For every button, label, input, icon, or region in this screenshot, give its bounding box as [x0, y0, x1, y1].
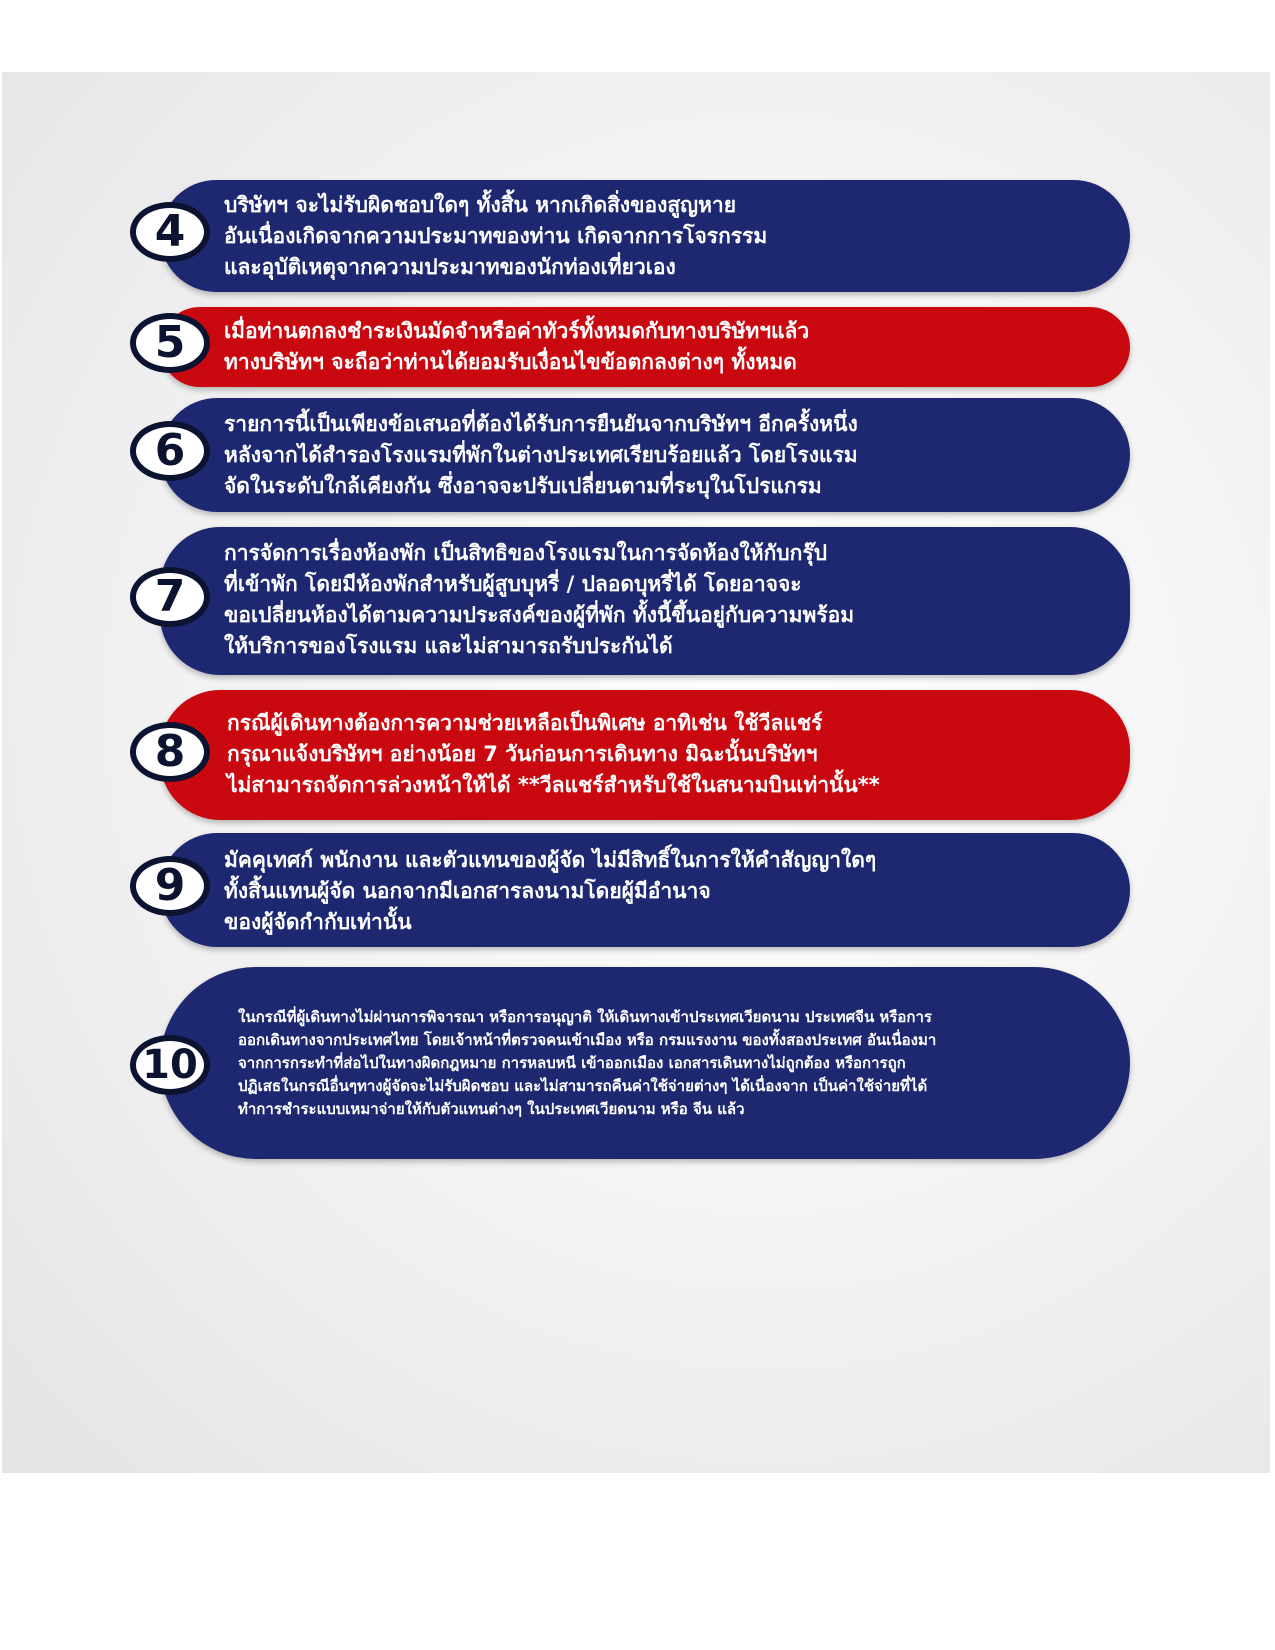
condition-line: ทำการชำระแบบเหมาจ่ายให้กับตัวแทนต่างๆ ในประเทศเวียดนาม หรือ จีน แล้ว: [238, 1100, 745, 1118]
condition-line: มัคคุเทศก์ พนักงาน และตัวแทนของผู้จัด ไม่มีสิทธิ์ในการให้คำสัญญาใดๆ: [224, 848, 877, 872]
condition-line: อันเนื่องเกิดจากความประมาทของท่าน เกิดจากการโจรกรรม: [224, 224, 768, 248]
condition-line: ในกรณีที่ผู้เดินทางไม่ผ่านการพิจารณา หรือการอนุญาติ ให้เดินทางเข้าประเทศเวียดนาม ประเทศจีน หรือการ: [238, 1008, 932, 1026]
condition-line: จากการกระทำที่ส่อไปในทางผิดกฎหมาย การหลบหนี เข้าออกเมือง เอกสารเดินทางไม่ถูกต้อง หรือการถูก: [238, 1054, 906, 1072]
condition-line: กรุณาแจ้งบริษัทฯ อย่างน้อย 7 วันก่อนการเดินทาง มิฉะนั้นบริษัทฯ: [227, 742, 818, 766]
condition-item-6: [130, 398, 1130, 512]
item-number-badge: 7: [130, 567, 210, 627]
condition-text: [224, 538, 1116, 662]
item-number-badge: 4: [130, 202, 210, 262]
condition-text: [224, 316, 1116, 378]
item-number-badge: 9: [130, 856, 210, 916]
condition-line: ของผู้จัดกำกับเท่านั้น: [224, 910, 412, 934]
condition-item-7: [130, 527, 1130, 675]
condition-text: [238, 1006, 1116, 1121]
condition-line: บริษัทฯ จะไม่รับผิดชอบใดๆ ทั้งสิ้น หากเกิดสิ่งของสูญหาย: [224, 193, 737, 217]
condition-item-10: [130, 967, 1130, 1159]
condition-line: เมื่อท่านตกลงชำระเงินมัดจำหรือค่าทัวร์ทั้งหมดกับทางบริษัทฯแล้ว: [224, 319, 810, 343]
condition-line: รายการนี้เป็นเพียงข้อเสนอที่ต้องได้รับการยืนยันจากบริษัทฯ อีกครั้งหนึ่ง: [224, 412, 858, 436]
item-number-badge: 5: [130, 313, 210, 373]
condition-line: และอุบัติเหตุจากความประมาทของนักท่องเที่ยวเอง: [224, 255, 676, 279]
condition-line: ไม่สามารถจัดการล่วงหน้าให้ได้ **วีลแชร์สำหรับใช้ในสนามบินเท่านั้น**: [227, 773, 880, 797]
condition-line: ที่เข้าพัก โดยมีห้องพักสำหรับผู้สูบบุหรี่ / ปลอดบุหรี่ได้ โดยอาจจะ: [224, 572, 802, 596]
condition-line: หลังจากได้สำรองโรงแรมที่พักในต่างประเทศเรียบร้อยแล้ว โดยโรงแรม: [224, 443, 858, 467]
condition-line: ออกเดินทางจากประเทศไทย โดยเจ้าหน้าที่ตรวจคนเข้าเมือง หรือ กรมแรงงาน ของทั้งสองประเทศ อันเนื่องมา: [238, 1031, 937, 1049]
condition-line: ทั้งสิ้นแทนผู้จัด นอกจากมีเอกสารลงนามโดยผู้มีอำนาจ: [224, 879, 711, 903]
condition-text: [224, 845, 1116, 938]
condition-item-9: [130, 833, 1130, 947]
item-number-badge: 10: [130, 1035, 210, 1095]
condition-line: จัดในระดับใกล้เคียงกัน ซึ่งอาจจะปรับเปลี่ยนตามที่ระบุในโปรแกรม: [224, 474, 822, 498]
condition-text: [224, 409, 1116, 502]
condition-text: [224, 190, 1116, 283]
condition-item-4: [130, 180, 1130, 292]
condition-line: ทางบริษัทฯ จะถือว่าท่านได้ยอมรับเงื่อนไขข้อตกลงต่างๆ ทั้งหมด: [224, 350, 797, 374]
condition-line: ขอเปลี่ยนห้องได้ตามความประสงค์ของผู้ที่พัก ทั้งนี้ขึ้นอยู่กับความพร้อม: [224, 603, 855, 627]
item-number-badge: 6: [130, 421, 210, 481]
condition-item-8: [130, 690, 1130, 820]
condition-line: ให้บริการของโรงแรม และไม่สามารถรับประกันได้: [224, 634, 673, 658]
condition-line: การจัดการเรื่องห้องพัก เป็นสิทธิของโรงแรมในการจัดห้องให้กับกรุ๊ป: [224, 541, 827, 565]
condition-item-5: [130, 307, 1130, 387]
condition-line: ปฏิเสธในกรณีอื่นๆทางผู้จัดจะไม่รับผิดชอบ และไม่สามารถคืนค่าใช้จ่ายต่างๆ ได้เนื่องจาก เป็นค่าใช้จ่ายที่ได้: [238, 1077, 928, 1095]
condition-line: กรณีผู้เดินทางต้องการความช่วยเหลือเป็นพิเศษ อาทิเช่น ใช้วีลแชร์: [227, 711, 823, 735]
item-number-badge: 8: [130, 722, 210, 782]
condition-text: [227, 708, 1116, 801]
